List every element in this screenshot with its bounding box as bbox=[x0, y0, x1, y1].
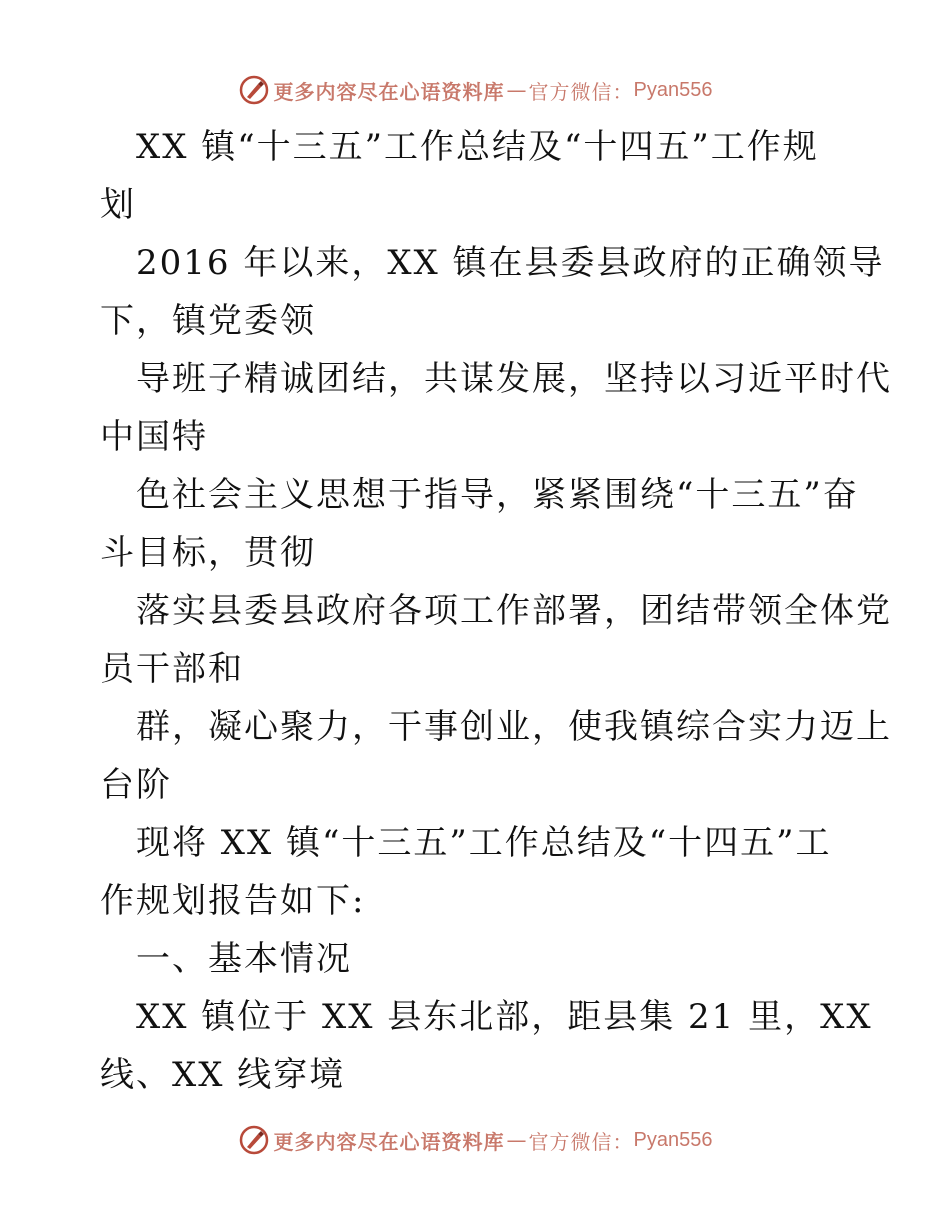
paragraph-line: 作规划报告如下: bbox=[100, 881, 366, 921]
paragraph-line: 中国特 bbox=[100, 417, 208, 457]
banner-wechat-id: Pyan556 bbox=[633, 78, 713, 101]
banner-wechat-label: 官方微信： bbox=[528, 79, 634, 104]
banner-dash: — bbox=[506, 78, 527, 102]
document-title-line-1: XX 镇“十三五”工作总结及“十四五”工作规 bbox=[136, 127, 819, 167]
paragraph-line: 台阶 bbox=[100, 765, 172, 805]
pen-logo-icon bbox=[238, 1124, 270, 1156]
paragraph-line: 群，凝心聚力，干事创业，使我镇综合实力迈上 bbox=[136, 707, 892, 747]
pen-logo-icon bbox=[238, 74, 270, 106]
paragraph-line: 现将 XX 镇“十三五”工作总结及“十四五”工 bbox=[136, 823, 832, 863]
paragraph-line: 斗目标，贯彻 bbox=[100, 533, 316, 573]
paragraph-line: 员干部和 bbox=[100, 649, 244, 689]
banner-wechat-id: Pyan556 bbox=[633, 1128, 713, 1151]
footer-watermark-banner bbox=[0, 1120, 950, 1160]
document-title-line-2: 划 bbox=[100, 185, 136, 225]
banner-text: 更多内容尽在心语资料库 bbox=[273, 79, 505, 104]
paragraph-line: 色社会主义思想于指导，紧紧围绕“十三五”奋 bbox=[136, 475, 859, 515]
banner-text: 更多内容尽在心语资料库 bbox=[273, 1129, 505, 1154]
header-watermark-banner bbox=[0, 70, 950, 110]
paragraph-line: XX 镇位于 XX 县东北部，距县集 21 里，XX bbox=[136, 997, 873, 1037]
section-heading: 一、基本情况 bbox=[136, 939, 352, 979]
banner-dash: — bbox=[506, 1128, 527, 1152]
paragraph-line: 线、XX 线穿境 bbox=[100, 1055, 346, 1095]
paragraph-line: 落实县委县政府各项工作部署，团结带领全体党 bbox=[136, 591, 892, 631]
paragraph-line: 下，镇党委领 bbox=[100, 301, 316, 341]
paragraph-line: 导班子精诚团结，共谋发展，坚持以习近平时代 bbox=[136, 359, 892, 399]
paragraph-line: 2016 年以来，XX 镇在县委县政府的正确领导 bbox=[136, 243, 885, 283]
banner-wechat-label: 官方微信： bbox=[528, 1129, 634, 1154]
